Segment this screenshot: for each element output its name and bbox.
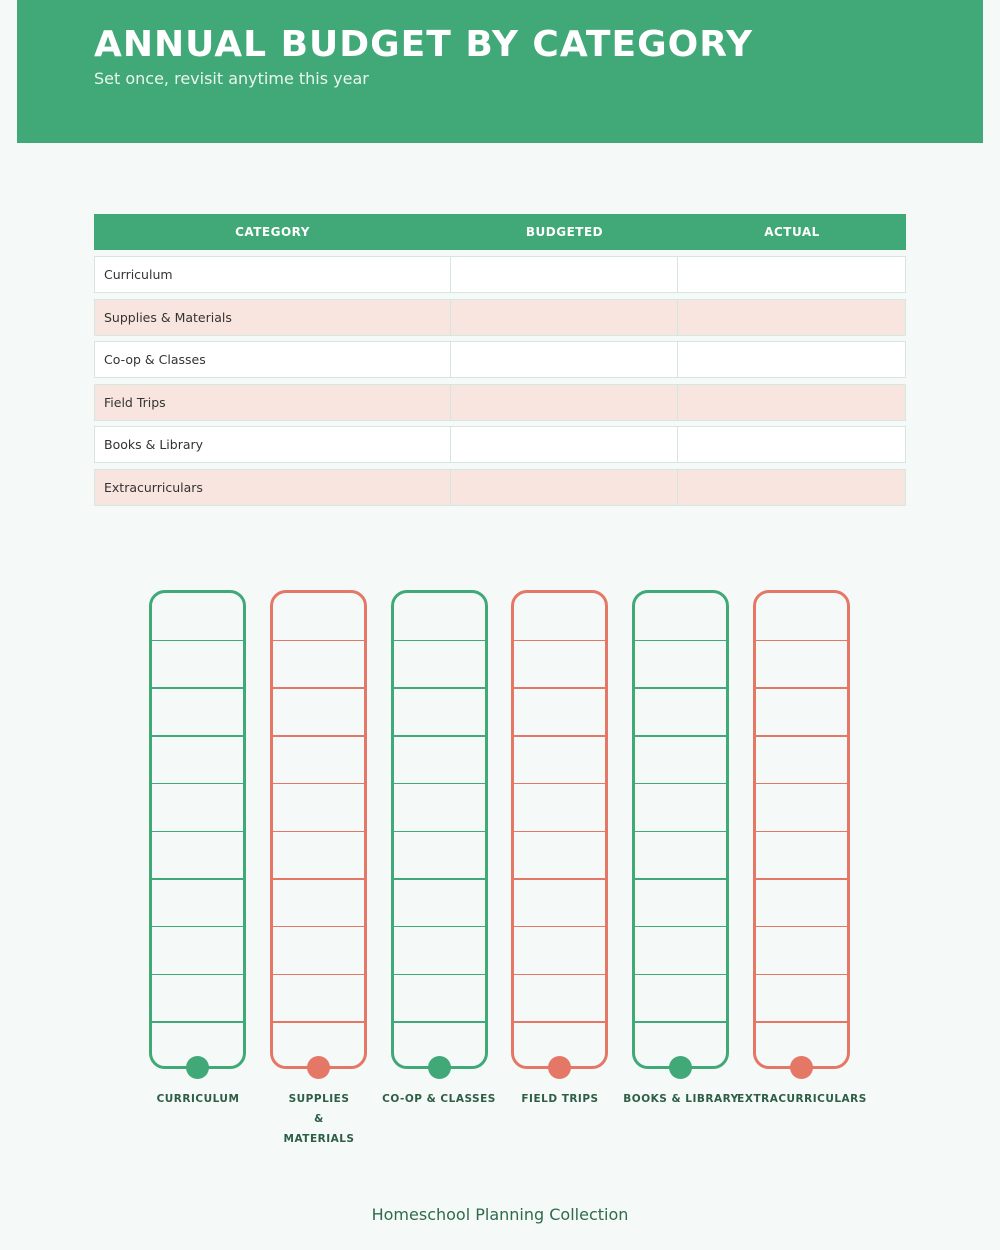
tracker-books-library <box>632 590 729 1069</box>
tracker-divider <box>514 640 605 642</box>
tracker-divider <box>756 783 847 785</box>
tracker-divider <box>152 926 243 928</box>
tracker-divider <box>273 974 364 976</box>
tracker-dot <box>307 1056 330 1079</box>
tracker-coop-classes <box>391 590 488 1069</box>
tracker-divider <box>152 687 243 689</box>
tracker-divider <box>273 926 364 928</box>
tracker-divider <box>635 783 726 785</box>
tracker-divider <box>273 831 364 833</box>
tracker-divider <box>394 878 485 880</box>
column-header-budgeted: BUDGETED <box>525 225 604 239</box>
tracker-divider <box>514 1021 605 1023</box>
category-cell: Curriculum <box>95 257 451 292</box>
tracker-extracurriculars <box>753 590 850 1069</box>
tracker-divider <box>152 878 243 880</box>
tracker-divider <box>514 735 605 737</box>
tracker-divider <box>635 878 726 880</box>
tracker-dot <box>790 1056 813 1079</box>
tracker-label: FIELD TRIPS <box>521 1093 599 1105</box>
tracker-divider <box>756 735 847 737</box>
tracker-divider <box>756 926 847 928</box>
column-header-actual: ACTUAL <box>764 225 820 239</box>
tracker-divider <box>273 878 364 880</box>
tracker-divider <box>273 687 364 689</box>
tracker-divider <box>756 831 847 833</box>
tracker-divider <box>394 831 485 833</box>
tracker-divider <box>514 687 605 689</box>
tracker-divider <box>273 735 364 737</box>
category-cell: Books & Library <box>95 427 451 462</box>
tracker-divider <box>394 783 485 785</box>
page-subtitle: Set once, revisit anytime this year <box>94 69 369 88</box>
tracker-divider <box>152 1021 243 1023</box>
tracker-divider <box>394 974 485 976</box>
tracker-dot <box>548 1056 571 1079</box>
tracker-divider <box>756 640 847 642</box>
tracker-divider <box>635 687 726 689</box>
tracker-divider <box>152 831 243 833</box>
tracker-divider <box>635 831 726 833</box>
tracker-label: CO-OP & CLASSES <box>382 1093 496 1105</box>
tracker-divider <box>756 687 847 689</box>
tracker-divider <box>152 783 243 785</box>
tracker-label: EXTRACURRICULARS <box>737 1093 867 1105</box>
tracker-divider <box>273 1021 364 1023</box>
tracker-divider <box>394 640 485 642</box>
tracker-divider <box>635 974 726 976</box>
tracker-divider <box>756 878 847 880</box>
tracker-field-trips <box>511 590 608 1069</box>
category-cell: Field Trips <box>95 385 451 420</box>
tracker-divider <box>514 878 605 880</box>
tracker-divider <box>394 735 485 737</box>
tracker-divider <box>394 926 485 928</box>
tracker-divider <box>394 687 485 689</box>
tracker-divider <box>152 974 243 976</box>
tracker-supplies-materials <box>270 590 367 1069</box>
column-header-category: CATEGORY <box>235 225 310 239</box>
tracker-divider <box>514 831 605 833</box>
tracker-dot <box>428 1056 451 1079</box>
category-cell: Extracurriculars <box>95 470 451 505</box>
category-cell: Supplies & Materials <box>95 300 451 335</box>
tracker-dot <box>669 1056 692 1079</box>
tracker-label: CURRICULUM <box>156 1093 240 1105</box>
tracker-divider <box>273 783 364 785</box>
footer-text: Homeschool Planning Collection <box>371 1205 629 1224</box>
tracker-divider <box>514 783 605 785</box>
tracker-divider <box>756 1021 847 1023</box>
tracker-divider <box>635 640 726 642</box>
tracker-divider <box>756 974 847 976</box>
tracker-divider <box>635 1021 726 1023</box>
category-cell: Co-op & Classes <box>95 342 451 377</box>
tracker-curriculum <box>149 590 246 1069</box>
tracker-label: BOOKS & LIBRARY <box>623 1093 739 1105</box>
tracker-divider <box>635 926 726 928</box>
tracker-divider <box>394 1021 485 1023</box>
tracker-label: SUPPLIES & MATERIALS <box>283 1093 355 1145</box>
tracker-divider <box>152 735 243 737</box>
tracker-dot <box>186 1056 209 1079</box>
tracker-divider <box>152 640 243 642</box>
tracker-divider <box>514 974 605 976</box>
page-title: ANNUAL BUDGET BY CATEGORY <box>94 24 754 65</box>
tracker-divider <box>273 640 364 642</box>
tracker-divider <box>635 735 726 737</box>
tracker-divider <box>514 926 605 928</box>
